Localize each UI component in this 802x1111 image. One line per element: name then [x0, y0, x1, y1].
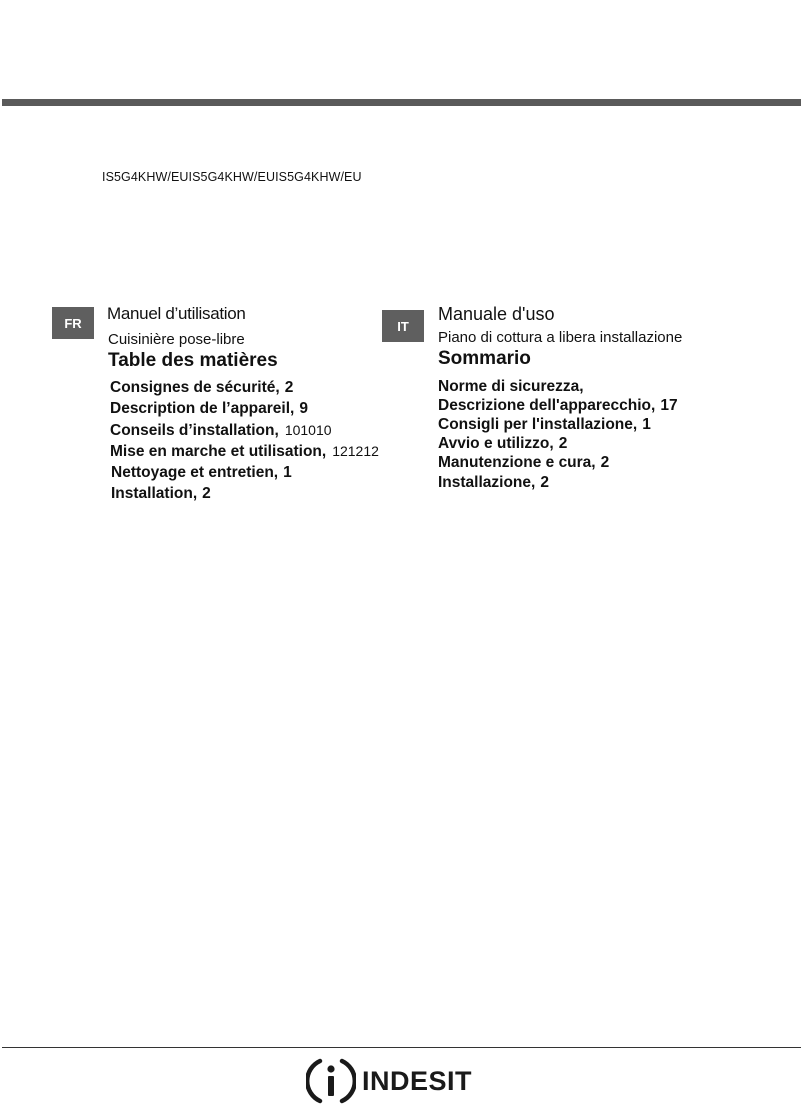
toc-entry-it	[438, 435, 567, 453]
toc-entry-label: Descrizione dell'apparecchio,	[438, 397, 656, 414]
toc-entry-page: 2	[284, 379, 294, 396]
product-subtitle-fr: Cuisinière pose-libre	[108, 331, 245, 348]
manual-title-it: Manuale d'uso	[438, 304, 555, 324]
indesit-info-logo-icon	[306, 1056, 356, 1106]
toc-entry-page: 1	[283, 464, 292, 481]
toc-entry-label: Installazione,	[438, 474, 536, 491]
toc-entry-label: Description de l’appareil,	[110, 400, 295, 417]
toc-entry-fr	[110, 400, 308, 418]
toc-entry-label: Mise en marche et utilisation,	[110, 443, 327, 460]
toc-entry-page: 9	[299, 400, 308, 417]
toc-entry-label: Norme di sicurezza,	[438, 378, 584, 395]
brand-logo	[306, 1054, 472, 1108]
toc-entry-label: Installation,	[111, 485, 198, 502]
toc-entry-page: 2	[558, 435, 568, 452]
toc-entry-it	[438, 474, 549, 492]
manual-title-fr: Manuel d’utilisation	[107, 304, 246, 323]
toc-entry-fr	[111, 464, 292, 482]
toc-entry-label: Conseils d’installation,	[110, 422, 279, 439]
language-badge-fr: FR	[52, 307, 94, 339]
toc-entry-it	[438, 454, 609, 472]
toc-entry-page: 2	[202, 485, 211, 502]
toc-entry-page: 17	[660, 397, 678, 414]
top-divider-bar	[2, 99, 801, 106]
toc-entry-it	[438, 397, 678, 415]
toc-entry-it	[438, 416, 651, 434]
toc-entry-label: Nettoyage et entretien,	[111, 464, 279, 481]
toc-heading-it: Sommario	[438, 348, 531, 369]
toc-entry-fr	[111, 485, 211, 503]
bottom-divider-line	[2, 1047, 801, 1048]
toc-entry-label: Manutenzione e cura,	[438, 454, 596, 471]
toc-entry-fr	[110, 443, 379, 461]
toc-entry-fr	[110, 379, 293, 397]
toc-entry-page: 2	[540, 474, 549, 491]
toc-entry-label: Avvio e utilizzo,	[438, 435, 554, 452]
product-subtitle-it: Piano di cottura a libera installazione	[438, 329, 683, 346]
language-badge-it: IT	[382, 310, 424, 342]
model-number: IS5G4KHW/EUIS5G4KHW/EUIS5G4KHW/EU	[102, 170, 362, 184]
toc-entry-page: 121212	[332, 443, 379, 459]
toc-heading-fr: Table des matières	[108, 350, 278, 371]
toc-entry-page: 101010	[284, 422, 332, 438]
toc-entry-fr	[110, 422, 332, 440]
toc-entry-page: 2	[600, 454, 610, 471]
toc-entry-label: Consigli per l'installazione,	[438, 416, 638, 433]
toc-entry-it	[438, 378, 589, 396]
toc-entry-page: 1	[642, 416, 651, 433]
brand-wordmark: INDESIT	[362, 1065, 473, 1096]
toc-entry-label: Consignes de sécurité,	[110, 379, 280, 396]
